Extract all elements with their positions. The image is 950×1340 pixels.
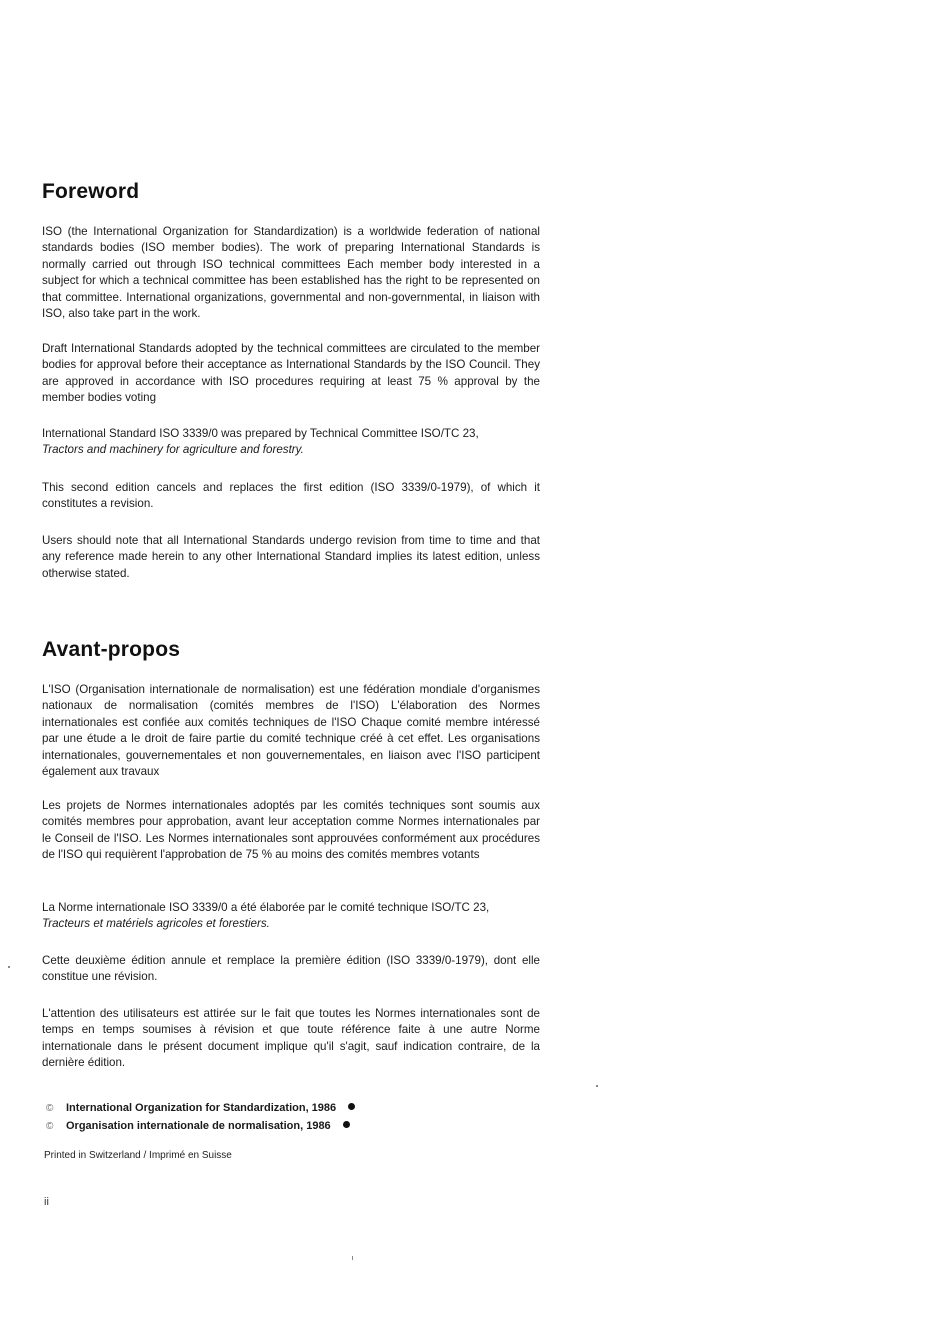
avant-propos-heading: Avant-propos xyxy=(42,638,181,661)
foreword-p3-title: Tractors and machinery for agriculture and forestry. xyxy=(42,443,304,457)
copyright-line-en xyxy=(46,1102,355,1114)
copyright-line-fr xyxy=(46,1120,350,1132)
avant-propos-paragraph-5: L'attention des utilisateurs est attirée sur le fait que toutes les Normes internationales sont de temps en temps soumises à révision et que toute référence faite à une autre Norme internationale dans le présent document implique qu'il s'agit, sauf indication contraire, de la dernière édition. xyxy=(42,1007,540,1070)
copyright-icon: © xyxy=(46,1121,54,1132)
bullet-dot-icon xyxy=(348,1103,355,1110)
foreword-paragraph-5: Users should note that all International Standards undergo revision from time to time and that any reference made herein to any other International Standard implies its latest edition, unless otherwise stated. xyxy=(42,534,540,580)
printed-in-notice: Printed in Switzerland / Imprimé en Suisse xyxy=(44,1150,232,1161)
foreword-p3-text: International Standard ISO 3339/0 was prepared by Technical Committee ISO/TC 23, xyxy=(42,427,479,440)
foreword-paragraph-4: This second edition cancels and replaces the first edition (ISO 3339/0-1979), of which it constitutes a revision. xyxy=(42,481,540,511)
copyright-text-fr: Organisation internationale de normalisation, 1986 xyxy=(66,1120,331,1132)
avant-propos-paragraph-1: L'ISO (Organisation internationale de normalisation) est une fédération mondiale d'organismes nationaux de normalisation (comités membres de l'ISO) L'élaboration des Normes internationales est confiée aux comités techniques de l'ISO Chaque comité membre intéressé par une étude a le droit de faire partie du comité technique créé à cet effet. Les organisations internationales, gouvernementales et non gouvernementales, en liaison avec l'ISO participent également aux travaux xyxy=(42,683,540,779)
page-number: ii xyxy=(44,1196,49,1208)
scan-speck xyxy=(352,1256,353,1260)
copyright-icon: © xyxy=(46,1103,54,1114)
foreword-heading: Foreword xyxy=(42,180,140,203)
avant-propos-paragraph-4: Cette deuxième édition annule et remplace la première édition (ISO 3339/0-1979), dont elle constitue une révision. xyxy=(42,954,540,984)
foreword-paragraph-2: Draft International Standards adopted by the technical committees are circulated to the member bodies for approval before their acceptance as International Standards by the ISO Council. They are approved in accordance with ISO procedures requiring at least 75 % approval by the member bodies voting xyxy=(42,342,540,405)
avant-propos-p3-title: Tracteurs et matériels agricoles et forestiers. xyxy=(42,917,270,931)
bullet-dot-icon xyxy=(343,1121,350,1128)
copyright-text-en: International Organization for Standardization, 1986 xyxy=(66,1102,337,1114)
avant-propos-paragraph-2: Les projets de Normes internationales adoptés par les comités techniques sont soumis aux comités membres pour approbation, avant leur acceptation comme Normes internationales par le Conseil de l'ISO. Les Normes internationales sont approuvées conformément aux procédures de l'ISO qui requièrent l'approbation de 75 % au moins des comités membres votants xyxy=(42,799,540,862)
scan-speck xyxy=(596,1085,598,1087)
foreword-paragraph-1: ISO (the International Organization for Standardization) is a worldwide federation of national standards bodies (ISO member bodies). The work of preparing International Standards is normally carried out through ISO technical committees Each member body interested in a subject for which a technical committee has been established has the right to be represented on that committee. International organizations, governmental and non-governmental, in liaison with ISO, also take part in the work. xyxy=(42,225,540,321)
scan-speck xyxy=(8,966,10,968)
avant-propos-p3-text: La Norme internationale ISO 3339/0 a été élaborée par le comité technique ISO/TC 23, xyxy=(42,901,490,914)
foreword-paragraph-3 xyxy=(42,426,540,459)
avant-propos-paragraph-3 xyxy=(42,900,540,933)
